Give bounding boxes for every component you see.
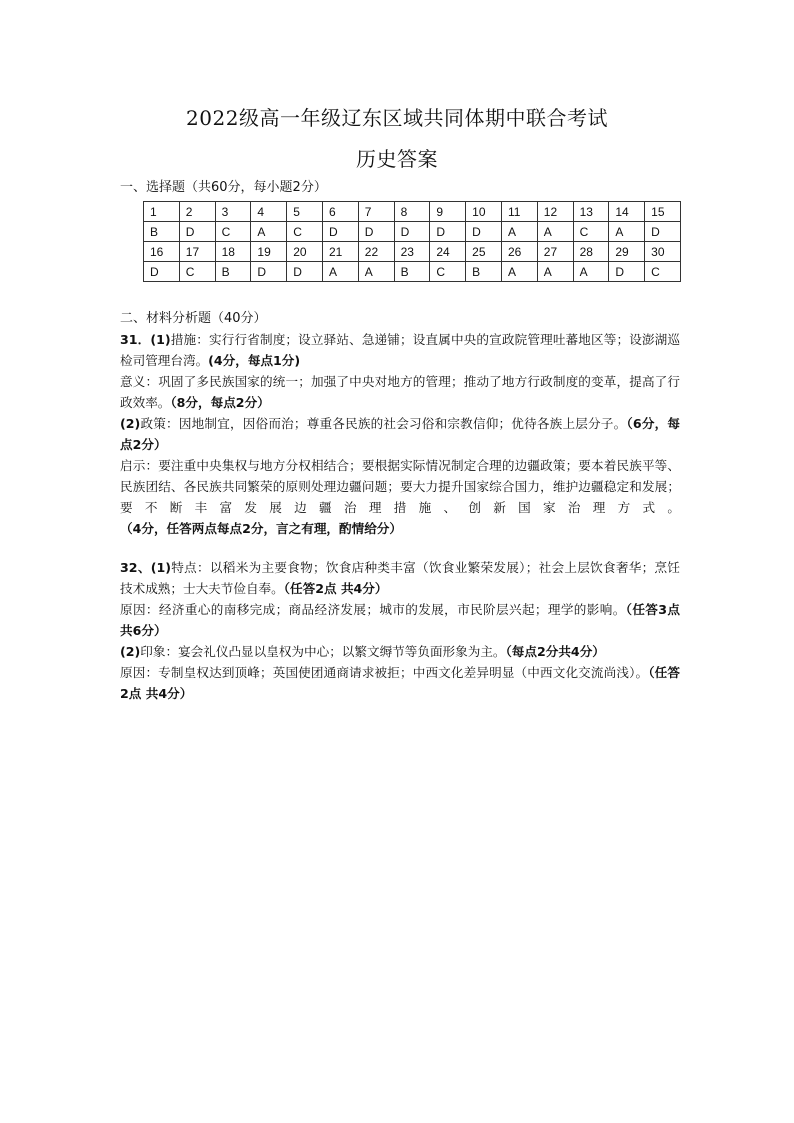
- table-cell: D: [322, 222, 358, 242]
- table-cell: 18: [215, 242, 251, 262]
- table-cell: C: [215, 222, 251, 242]
- table-cell: 28: [573, 242, 609, 262]
- q31-part1-text: 措施：实行行省制度；设立驿站、急递铺；设直属中央的宣政院管理吐蕃地区等；设澎湖巡检司管理台湾。: [120, 332, 681, 368]
- question-32: [120, 557, 680, 704]
- table-cell: 30: [645, 242, 681, 262]
- table-cell: D: [645, 222, 681, 242]
- table-cell: 17: [179, 242, 215, 262]
- q32-number: 32、: [120, 560, 151, 575]
- table-cell: A: [358, 262, 394, 282]
- table-cell: 21: [322, 242, 358, 262]
- q31-number: 31．: [120, 332, 151, 347]
- q32-part1-label: (1): [150, 560, 171, 575]
- q31-part2-text: 意义：巩固了多民族国家的统一；加强了中央对地方的管理；推动了地方行政制度的变革，提高了行政效率。: [120, 374, 680, 410]
- table-row-answers: [144, 222, 681, 242]
- table-cell: 5: [287, 202, 323, 222]
- q31-part3-text: 政策：因地制宜，因俗而治；尊重各民族的社会习俗和宗教信仰；优待各族上层分子。: [140, 416, 627, 431]
- table-cell: B: [394, 262, 430, 282]
- q32-part3-score: （每点2分共4分）: [505, 644, 605, 659]
- table-cell: 12: [537, 202, 573, 222]
- table-cell: 2: [179, 202, 215, 222]
- table-cell: C: [179, 262, 215, 282]
- table-row-question-numbers: [144, 242, 681, 262]
- table-cell: 7: [358, 202, 394, 222]
- q31-part4-text: 启示：要注重中央集权与地方分权相结合；要根据实际情况制定合理的边疆政策；要本着民族平等、民族团结、各民族共同繁荣的原则处理边疆问题；要大力提升国家综合国力，维护边疆稳定和发展；要不断丰富发展边疆治理措施、创新国家治理方式。: [120, 458, 680, 515]
- table-cell: 11: [501, 202, 537, 222]
- table-cell: D: [430, 222, 466, 242]
- table-cell: A: [573, 262, 609, 282]
- table-cell: A: [537, 262, 573, 282]
- q32-part3-label: (2): [120, 644, 141, 659]
- table-cell: 29: [609, 242, 645, 262]
- table-cell: 4: [251, 202, 287, 222]
- q32-part2-text: 原因：经济重心的南移完成；商品经济发展；城市的发展，市民阶层兴起；理学的影响。: [120, 602, 626, 617]
- q31-part1: [120, 329, 680, 371]
- table-cell: A: [537, 222, 573, 242]
- table-cell: D: [394, 222, 430, 242]
- q32-part4-score: （任答2点 共4分）: [120, 665, 680, 701]
- table-cell: 10: [466, 202, 502, 222]
- table-cell: A: [501, 222, 537, 242]
- table-cell: C: [430, 262, 466, 282]
- table-row-question-numbers: [144, 202, 681, 222]
- q31-part3-label: (2): [120, 416, 141, 431]
- table-cell: A: [251, 222, 287, 242]
- table-cell: 27: [537, 242, 573, 262]
- exam-subtitle: 历史答案: [356, 147, 438, 171]
- table-cell: B: [215, 262, 251, 282]
- table-cell: 8: [394, 202, 430, 222]
- exam-title: 2022级高一年级辽东区域共同体期中联合考试: [186, 106, 608, 130]
- table-cell: D: [466, 222, 502, 242]
- table-cell: A: [609, 222, 645, 242]
- q31-part2: [120, 371, 680, 413]
- table-cell: 6: [322, 202, 358, 222]
- section2-heading: 二、材料分析题（40分）: [120, 311, 267, 326]
- table-cell: 23: [394, 242, 430, 262]
- q31-part4: [120, 455, 680, 539]
- table-cell: A: [501, 262, 537, 282]
- table-cell: 24: [430, 242, 466, 262]
- q32-part2-score: （任答3点 共6分）: [120, 602, 680, 638]
- table-cell: D: [358, 222, 394, 242]
- answer-table: [143, 201, 681, 282]
- table-cell: 15: [645, 202, 681, 222]
- table-cell: D: [287, 262, 323, 282]
- q32-part1: [120, 557, 680, 599]
- table-cell: D: [609, 262, 645, 282]
- question-31: [120, 329, 680, 539]
- q32-part3-text: 印象：宴会礼仪凸显以皇权为中心；以繁文缛节等负面形象为主。: [140, 644, 506, 659]
- q32-part4-text: 原因：专制皇权达到顶峰；英国使团通商请求被拒；中西文化差异明显（中西文化交流尚浅）。: [120, 665, 649, 680]
- table-cell: 22: [358, 242, 394, 262]
- table-cell: 13: [573, 202, 609, 222]
- table-cell: 9: [430, 202, 466, 222]
- table-cell: D: [251, 262, 287, 282]
- table-cell: A: [322, 262, 358, 282]
- table-cell: 3: [215, 202, 251, 222]
- table-cell: D: [179, 222, 215, 242]
- table-cell: 14: [609, 202, 645, 222]
- q32-part4: [120, 662, 680, 704]
- q32-part1-score: （任答2点 共4分）: [283, 581, 388, 596]
- table-cell: 20: [287, 242, 323, 262]
- table-row-answers: [144, 262, 681, 282]
- table-cell: B: [144, 222, 180, 242]
- q32-part2: [120, 599, 680, 641]
- q31-part2-score: （8分，每点2分）: [170, 395, 270, 410]
- q31-part1-label: (1): [150, 332, 171, 347]
- table-cell: C: [573, 222, 609, 242]
- table-cell: C: [645, 262, 681, 282]
- q31-part4-score: （4分，任答两点每点2分，言之有理，酌情给分）: [120, 521, 402, 536]
- table-cell: B: [466, 262, 502, 282]
- table-cell: 16: [144, 242, 180, 262]
- q31-part1-score: (4分，每点1分): [208, 353, 301, 368]
- q31-part3: [120, 413, 680, 455]
- table-cell: 25: [466, 242, 502, 262]
- table-cell: D: [144, 262, 180, 282]
- table-cell: 26: [501, 242, 537, 262]
- section1-heading: 一、选择题（共60分，每小题2分）: [120, 180, 327, 195]
- q31-part3-score: （6分，每点2分）: [120, 416, 681, 452]
- table-cell: C: [287, 222, 323, 242]
- table-cell: 19: [251, 242, 287, 262]
- table-cell: 1: [144, 202, 180, 222]
- q32-part3: [120, 641, 680, 662]
- q32-part1-text: 特点：以稻米为主要食物；饮食店种类丰富（饮食业繁荣发展）；社会上层饮食奢华；烹饪技术成熟；士大夫节俭自奉。: [120, 560, 680, 596]
